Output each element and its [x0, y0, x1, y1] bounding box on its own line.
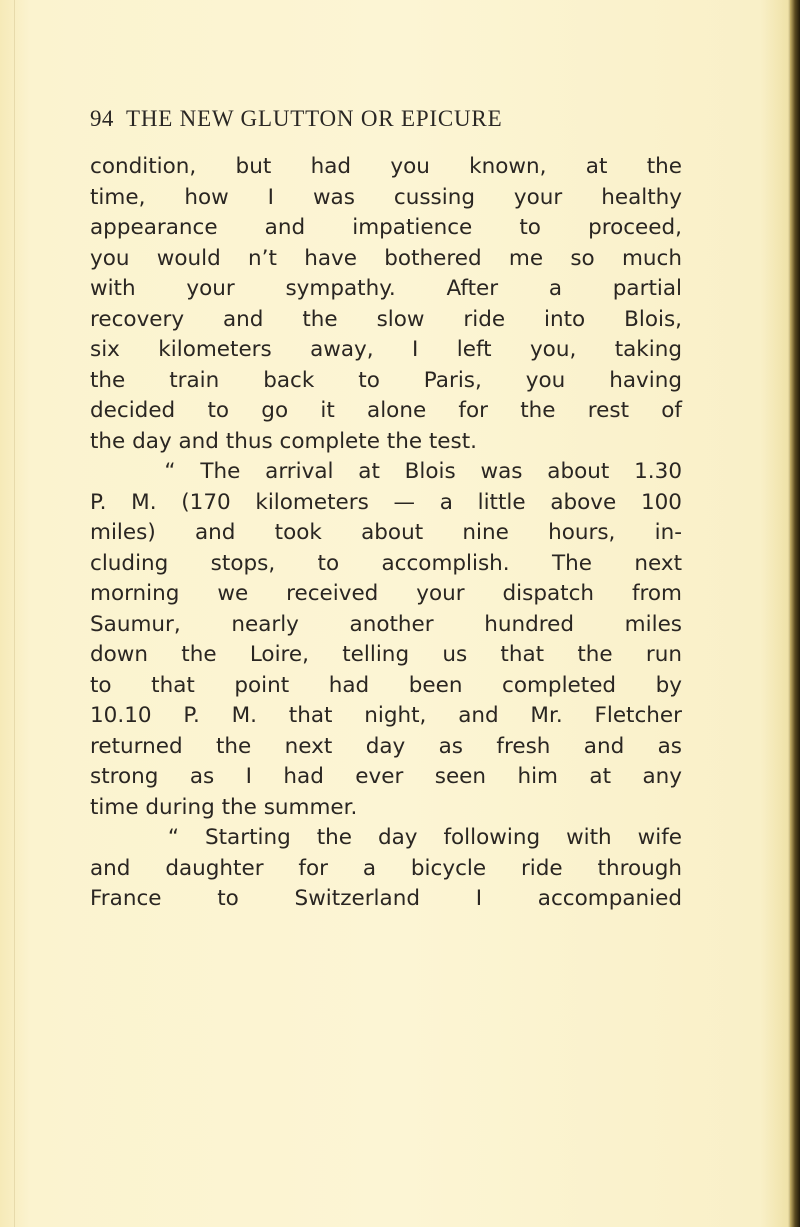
- text-line: France to Switzerland I accompanied: [90, 886, 682, 911]
- text-line: condition, but had you known, at the: [90, 154, 682, 179]
- text-line: the day and thus complete the test.: [90, 428, 477, 454]
- text-line: down the Loire, telling us that the run: [90, 642, 682, 667]
- text-line: appearance and impatience to proceed,: [90, 215, 682, 240]
- text-line: P. M. (170 kilometers — a little above 100: [90, 489, 682, 515]
- text-line: “ Starting the day following with wife: [90, 825, 682, 850]
- text-line: time during the summer.: [90, 794, 358, 820]
- text-line: “ The arrival at Blois was about 1.30: [90, 459, 682, 484]
- running-header: [90, 106, 670, 136]
- page-edge: [790, 0, 800, 1227]
- text-line: the train back to Paris, you having: [90, 367, 682, 393]
- text-line: to that point had been completed by: [90, 672, 682, 698]
- text-line: cluding stops, to accomplish. The next: [90, 550, 682, 576]
- page-number: 94: [90, 106, 114, 131]
- text-line: miles) and took about nine hours, in-: [90, 520, 682, 545]
- text-line: recovery and the slow ride into Blois,: [90, 306, 682, 332]
- text-line: you would n’t have bothered me so much: [90, 245, 682, 271]
- text-line: decided to go it alone for the rest of: [90, 398, 682, 423]
- text-line: with your sympathy. After a partial: [90, 276, 682, 301]
- text-line: time, how I was cussing your healthy: [90, 184, 682, 210]
- text-line: morning we received your dispatch from: [90, 581, 682, 606]
- text-line: 10.10 P. M. that night, and Mr. Fletcher: [90, 703, 682, 728]
- running-title: THE NEW GLUTTON OR EPICURE: [126, 106, 503, 131]
- body-text: [90, 152, 682, 915]
- text-line: returned the next day as fresh and as: [90, 733, 682, 759]
- text-line: and daughter for a bicycle ride through: [90, 855, 682, 881]
- page-gutter: [14, 0, 15, 1227]
- text-line: Saumur, nearly another hundred miles: [90, 611, 682, 637]
- text-line: strong as I had ever seen him at any: [90, 764, 682, 789]
- text-line: six kilometers away, I left you, taking: [90, 337, 682, 362]
